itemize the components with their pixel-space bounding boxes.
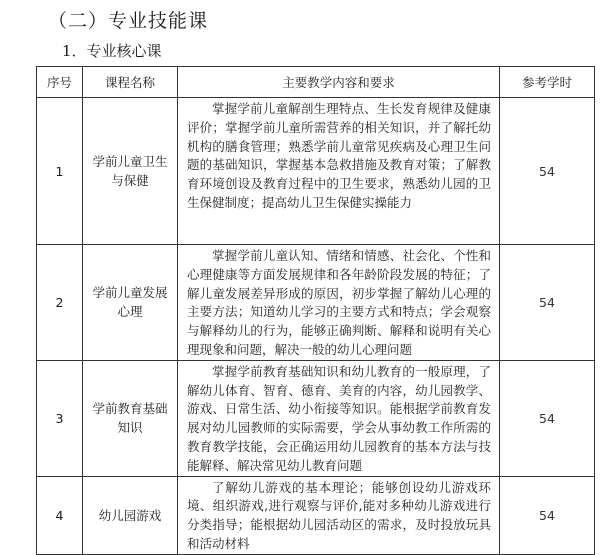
table-row xyxy=(37,245,595,361)
table-row xyxy=(37,98,595,245)
row-content: 了解幼儿游戏的基本理论；能够创设幼儿游戏环境、组织游戏,进行观察与评价,能对多种幼儿游戏进行分类指导；能根据幼儿园活动区的需求，及时投放玩具和活动材料 xyxy=(178,476,500,554)
row-course-name: 幼儿园游戏 xyxy=(83,476,178,554)
header-hours: 参考学时 xyxy=(500,67,595,98)
row-course-name: 学前儿童发展心理 xyxy=(83,245,178,361)
row-course-name: 学前儿童卫生与保健 xyxy=(83,98,178,245)
table-row xyxy=(37,360,595,476)
row-hours: 54 xyxy=(500,360,595,476)
row-number: 1 xyxy=(37,98,83,245)
course-table xyxy=(36,66,595,555)
sub-title: 1．专业核心课 xyxy=(62,42,162,60)
row-course-name: 学前教育基础知识 xyxy=(83,360,178,476)
row-hours: 54 xyxy=(500,245,595,361)
row-content: 掌握学前教育基础知识和幼儿教育的一般原理，了解幼儿体育、智育、德育、美育的内容，幼儿园教学、游戏、日常生活、幼小衔接等知识。能根据学前教育发展对幼儿园教师的实际需要，学会从事幼教工作所需的教育教学技能，会正确运用幼儿园教育的基本方法与技能解释、解决常见幼儿教育问题 xyxy=(178,360,500,476)
section-title: （二）专业技能课 xyxy=(48,10,209,32)
table-row xyxy=(37,476,595,554)
table-header-row xyxy=(37,67,595,98)
header-course-name: 课程名称 xyxy=(83,67,178,98)
row-content: 掌握学前儿童认知、情绪和情感、社会化、个性和心理健康等方面发展规律和各年龄阶段发展的特征；了解儿童发展差异形成的原因，初步掌握了解幼儿心理的主要方法；知道幼儿学习的主要方式和特点；学会观察与解释幼儿的行为，能够正确判断、解释和说明有关心理现象和问题，解决一般的幼儿心理问题 xyxy=(178,245,500,361)
row-number: 3 xyxy=(37,360,83,476)
row-number: 4 xyxy=(37,476,83,554)
header-content: 主要教学内容和要求 xyxy=(178,67,500,98)
row-number: 2 xyxy=(37,245,83,361)
row-hours: 54 xyxy=(500,98,595,245)
row-hours: 54 xyxy=(500,476,595,554)
row-content: 掌握学前儿童解剖生理特点、生长发育规律及健康评价；掌握学前儿童所需营养的相关知识，并了解托幼机构的膳食管理；熟悉学前儿童常见疾病及心理卫生问题的基础知识，掌握基本急救措施及教育对策；了解教育环境创设及教育过程中的卫生要求，熟悉幼儿园的卫生保健制度；提高幼儿卫生保健实操能力 xyxy=(178,98,500,245)
header-number: 序号 xyxy=(37,67,83,98)
